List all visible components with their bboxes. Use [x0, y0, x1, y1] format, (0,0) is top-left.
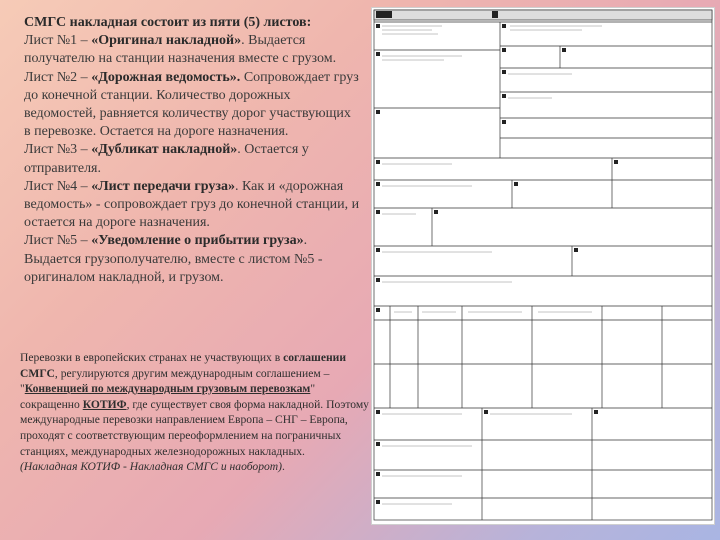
cotif-note: Перевозки в европейских странах не участвующих в соглашении СМГС, регулируются другим международным соглашением – "Конвенцией по международным грузовым перевозкам" сокращенно КОТИФ, где существует своя форма накладной. Поэтому международные перевозки направлением Европа – СНГ – Европа, проходят с соответствующим переоформлением на пограничных станциях, международных железнодорожных накладных. (Накладная КОТИФ - Накладная СМГС и наоборот).: [20, 351, 369, 474]
cotif-link[interactable]: КОТИФ: [82, 397, 127, 411]
convention-link[interactable]: Конвенцией по международным грузовым перевозкам: [24, 382, 311, 396]
sheets-intro: СМГС накладная состоит из пяти (5) листов: Лист №1 – «Оригинал накладной». Выдается получателю на станции назначения вместе с грузом. Лист №2 – «Дорожная ведомость». Сопровождает груз до конечной станции. Количество дорожных ведомостей, равняется количеству дорог участвующих в перевозке. Остается на дороге назначения. Лист №3 – «Дубликат накладной». Остается у отправителя. Лист №4 – «Лист передачи груза». Как и «дорожная ведомость» - сопровождает груз до конечной станции, и остается на дороге назначения. Лист №5 – «Уведомление о прибытии груза». Выдается грузополучателю, вместе с листом №5 - оригиналом накладной, и грузом.: [24, 15, 360, 285]
consignment-note-form-image: [372, 8, 714, 524]
main-text-block: [24, 14, 360, 287]
